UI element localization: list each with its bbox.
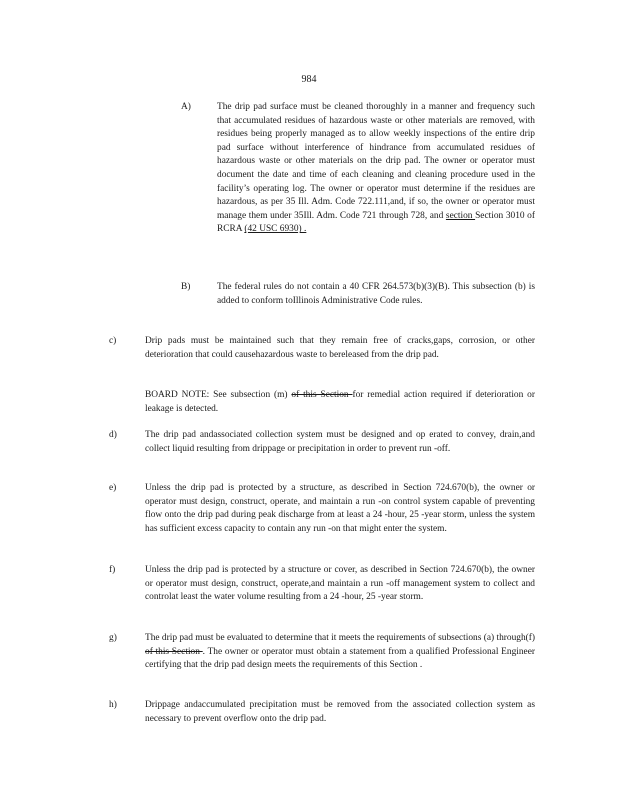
subsection-b-text	[217, 281, 535, 308]
page-number: 984	[301, 74, 317, 85]
board-note-struck-text: of this Section	[291, 390, 353, 400]
subsection-a-text	[217, 101, 535, 237]
section-h-text	[145, 699, 535, 726]
section-f-text	[145, 564, 535, 605]
subsection-a-section-3010: Section 3010 of RCRA	[217, 210, 535, 235]
subsection-a-usc-citation: (42 USC 6930) .	[244, 224, 307, 235]
section-e-text	[145, 482, 535, 536]
section-e-label: e)	[109, 483, 117, 493]
section-g-text	[145, 632, 535, 673]
section-h-text-main: Drippage andaccumulated precipitation must be removed from the associated collection system as necessary to prevent overflow onto the drip pad.	[145, 700, 535, 724]
section-c-text	[145, 335, 535, 362]
section-g-label: g)	[109, 633, 117, 643]
subsection-b-text-main: The federal rules do not contain a 40 CFR 264.573(b)(3)(B). This subsection (b) is added to conform toIllinois Administrative Code rules.	[217, 282, 535, 306]
section-f-text-main: Unless the drip pad is protected by a structure or cover, as described in Section 724.670(b), the owner or operator must design, construct, operate,and maintain a run -off management system to collect and controlat least the water volume resulting from a 24 -hour, 25 -year storm.	[145, 565, 535, 603]
subsection-a-label: A)	[181, 102, 191, 112]
section-d-label: d)	[109, 430, 117, 440]
section-h-label: h)	[109, 700, 117, 710]
subsection-a-text-main: The drip pad surface must be cleaned thoroughly in a manner and frequency such that accumulated residues of hazardous waste or other materials are removed, with residues being properly managed as to allow weekly inspections of the entire drip pad surface without interference of hindrance from accumulated residues of hazardous waste or other materials on the drip pad. The owner or operator must document the date and time of each cleaning and cleaning procedure used in the facility’s operating log. The owner or operator must determine if the residues are hazardous, as per 35 Ill. Adm. Code 722.111,and, if so, the owner or operator must manage them under 35Ill. Adm. Code 721 through 728, and	[217, 102, 535, 221]
section-f-label: f)	[109, 565, 116, 575]
board-note-rest: for remedial action required if deterioration or leakage is detected.	[145, 390, 535, 414]
subsection-a-underlined-section: section	[445, 210, 476, 221]
section-e-text-main: Unless the drip pad is protected by a structure, as described in Section 724.670(b), the owner or operator must design, construct, operate, and maintain a run -on control system capable of preventing flow onto the drip pad during peak discharge from at least a 24 -hour, 25 -year storm, unless the system has sufficient excess capacity to contain any run -on that might enter the system.	[145, 483, 535, 534]
section-g-rest: . The owner or operator must obtain a statement from a qualified Professional Engineer certifying that the drip pad design meets the requirements of this Section .	[145, 646, 535, 671]
section-d-text	[145, 429, 535, 456]
section-g-struck-text: of this Section	[145, 646, 203, 657]
board-note-intro: BOARD NOTE: See subsection (m)	[145, 390, 292, 400]
section-d-text-main: The drip pad andassociated collection system must be designed and op erated to convey, drain,and collect liquid resulting from drippage or precipitation in order to prevent run -off.	[145, 430, 535, 454]
board-note-text	[145, 389, 535, 416]
section-c-label: c)	[109, 336, 117, 346]
subsection-b-label: B)	[181, 282, 191, 292]
section-g-text-main: The drip pad must be evaluated to determine that it meets the requirements of subsections (a) through(f)	[145, 633, 535, 643]
section-c-text-main: Drip pads must be maintained such that they remain free of cracks,gaps, corrosion, or other deterioration that could causehazardous waste to bereleased from the drip pad.	[145, 336, 535, 360]
